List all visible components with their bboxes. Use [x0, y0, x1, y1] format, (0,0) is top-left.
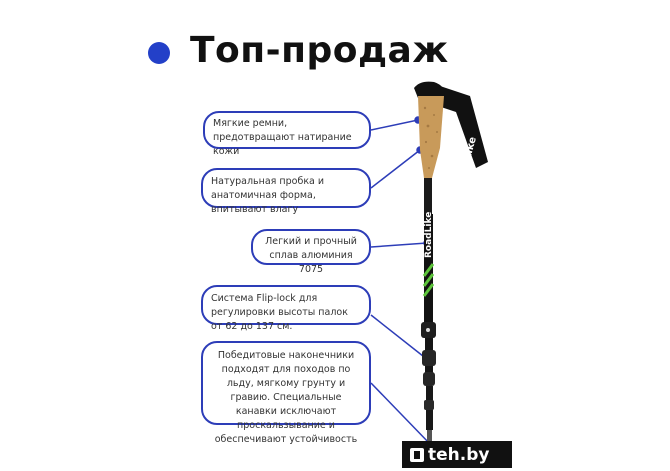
connector-flip-lock	[371, 315, 428, 360]
callout-flip-lock	[201, 285, 371, 332]
callout-cork-grip-text: Натуральная пробка и анатомичная форма, впитывают влагу	[211, 176, 325, 215]
connector-strap	[371, 120, 418, 130]
flip-lock-lower	[423, 372, 435, 386]
wrist-strap	[438, 86, 488, 168]
foam-grip	[424, 178, 432, 214]
callout-alloy	[251, 229, 371, 275]
callout-straps-text: Мягкие ремни, предотвращают натирание кожи	[213, 118, 352, 157]
lower-ring	[424, 400, 434, 410]
callout-flip-lock-text: Система Flip-lock для регулировки высоты палок от 62 до 137 см.	[211, 293, 348, 332]
cork-grip	[418, 96, 444, 178]
watermark-logo-icon	[410, 448, 424, 462]
shaft-brand-text: RoadLike	[424, 211, 434, 258]
callout-alloy-text: Легкий и прочный сплав алюминия 7075	[265, 236, 357, 275]
callout-straps	[203, 111, 371, 157]
banner-title: Топ-продаж	[190, 30, 449, 71]
flip-lock-middle	[422, 350, 436, 366]
connector-alloy	[371, 243, 427, 247]
connector-cork	[371, 150, 420, 188]
callout-cork-grip	[201, 168, 371, 215]
callout-tips-text: Победитовые наконечники подходят для походов по льду, мягкому грунту и гравию. Специальные канавки исключают проскальзывание и обеспечивают устойчивость	[214, 350, 358, 445]
watermark-text: teh.by	[428, 444, 490, 465]
pole-top-cap	[414, 82, 444, 98]
connector-tip	[371, 383, 431, 445]
site-watermark	[402, 441, 512, 468]
strap-brand-text: Like	[462, 135, 479, 161]
callout-tips	[201, 341, 371, 445]
